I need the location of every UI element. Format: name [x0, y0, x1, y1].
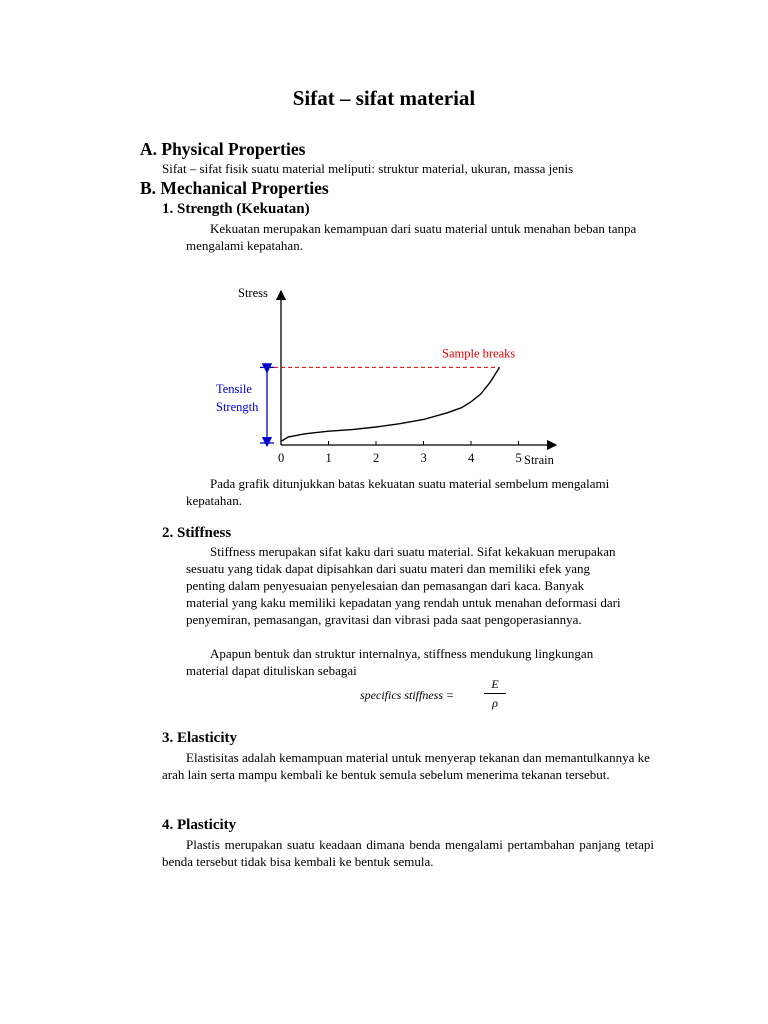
formula-lhs: specifics stiffness =: [360, 688, 455, 702]
section-a-text: Sifat – sifat fisik suatu material meliputi: struktur material, ukuran, massa jenis: [162, 161, 574, 176]
elasticity-paragraph: Elastisitas adalah kemampuan material untuk menyerap tekanan dan memantulkannya ke arah lain serta mampu kembali ke bentuk semula sebelum menerima tekanan tersebut.: [162, 750, 650, 782]
plasticity-heading: 4. Plasticity: [162, 817, 237, 833]
stress-strain-curve: [281, 367, 500, 441]
y-axis-label: Stress: [238, 286, 268, 300]
x-tick-label: 0: [278, 451, 285, 465]
tensile-label-line1: Tensile: [216, 382, 252, 396]
formula-numerator: E: [484, 676, 506, 694]
stiffness-paragraph-2: Apapun bentuk dan struktur internalnya, stiffness mendukung lingkungan material dapat dituliskan sebagai: [186, 646, 594, 678]
plasticity-paragraph: Plastis merupakan suatu keadaan dimana benda mengalami pertambahan panjang tetapi benda tersebut tidak bisa kembali ke bentuk semula.: [162, 837, 654, 869]
tensile-label-line2: Strength: [216, 400, 259, 414]
stress-strain-chart: [200, 275, 570, 470]
break-label: Sample breaks: [442, 346, 516, 361]
strength-heading: 1. Strength (Kekuatan): [162, 201, 310, 217]
x-tick-label: 1: [325, 451, 332, 465]
page-title: Sifat – sifat material: [292, 86, 476, 110]
x-axis-label: Strain: [524, 453, 554, 467]
stiffness-paragraph-1: Stiffness merupakan sifat kaku dari suatu material. Sifat kekakuan merupakan sesuatu yang tidak dapat dipisahkan dari suatu materi dan memiliki efek yang penting dalam penyesuaian penyelesaian dan pemasangan dari kaca. Banyak material yang kaku memiliki kepadatan yang rendah untuk menahan deformasi dari penyemiran, pemasangan, gravitasi dan vibrasi pada saat pengoperasiannya.: [186, 544, 621, 627]
section-b-heading: B. Mechanical Properties: [140, 178, 329, 198]
x-tick-label: 2: [373, 451, 380, 465]
chart-caption: Pada grafik ditunjukkan batas kekuatan suatu material sembelum mengalami kepatahan.: [186, 476, 610, 508]
formula-denominator: ρ: [492, 696, 498, 710]
elasticity-heading: 3. Elasticity: [162, 730, 237, 746]
strength-paragraph: Kekuatan merupakan kemampuan dari suatu material untuk menahan beban tanpa mengalami kepatahan.: [186, 221, 637, 253]
x-tick-label: 3: [420, 451, 427, 465]
x-tick-label: 4: [468, 451, 475, 465]
section-a-heading: A. Physical Properties: [140, 139, 306, 159]
x-tick-label: 5: [515, 451, 522, 465]
stiffness-heading: 2. Stiffness: [162, 525, 232, 541]
